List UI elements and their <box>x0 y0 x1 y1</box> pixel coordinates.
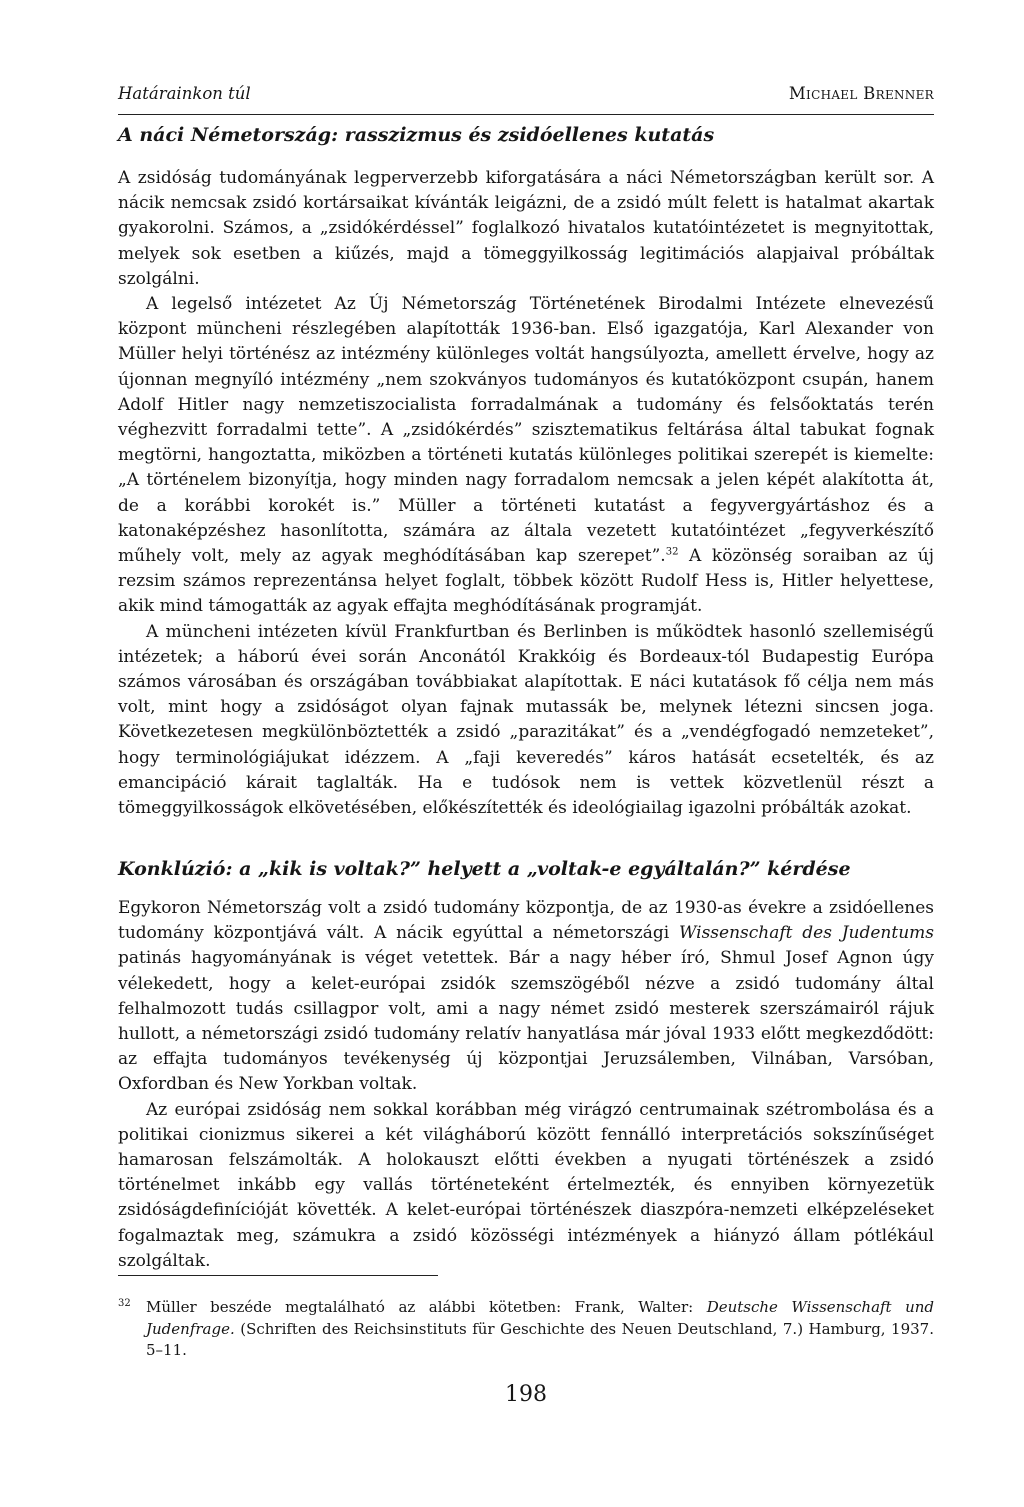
running-head-left: Határainkon túl <box>118 84 251 103</box>
paragraph-text: A közönség soraiban az új rezsim számos reprezentánsa helyet foglalt, többek között Rudolf Hess is, Hitler helyettese, akik mind támogatták az agyak effajta meghódításának programját. <box>118 546 935 617</box>
footnote-text: Müller beszéde megtalálható az alábbi kötetben: Frank, Walter: <box>146 1298 707 1316</box>
footnote-title: Deutsche Wissenschaft und Judenfrage. <box>146 1298 935 1338</box>
italic-term: Wissenschaft des Judentums <box>678 923 934 944</box>
paragraph <box>118 292 934 620</box>
footnote: 32 Müller beszéde megtalálható az alábbi kötetben: Frank, Walter: Deutsche Wissenschaft und Judenfrage. (Schriften des Reichsinstituts für Geschichte des Neuen Deutschland, 7.) Hamburg, 1937. 5–11. <box>118 1298 935 1359</box>
section2-body <box>118 896 934 1274</box>
paragraph-text: patinás hagyományának is véget vetettek. Bár a nagy héber író, Shmul Josef Agnon úgy vélekedett, hogy a kelet-európai zsidók szemszögéből nézve a zsidó tudomány által felhalmozott tudás csillagpor volt, ami a nagy német zsidó mesterek szerszámairól rájuk hullott, a németországi zsidó tudomány relatív hanyatlása már jóval 1933 előtt megkezdődött: az effajta tudományos tevékenység új központjai Jeruzsálemben, Vilnában, Varsóban, Oxfordban és New Yorkban voltak. <box>118 948 934 1095</box>
paragraph: Az európai zsidóság nem sokkal korábban még virágzó centrumainak szétrombolása és a politikai cionizmus sikerei a két világháború között fennálló interpretációs sokszínűséget hamarosan felszámolták. A holokauszt előtti években a nyugati történészek a zsidó történelmet inkább egy vallás történeteként értelmezték, és ennyiben környezetük zsidóságdefinícióját követték. A kelet-európai történészek diaszpóra-nemzeti elképzeléseket fogalmaztak meg, számukra a zsidó közösségi intézmények a hiányzó állam pótlékául szolgáltak. <box>118 1099 934 1271</box>
footnote-reference[interactable]: 32 <box>665 546 679 558</box>
paragraph <box>118 896 934 1098</box>
footnote-divider <box>118 1275 438 1276</box>
section1-body <box>118 166 934 821</box>
paragraph-text: A legelső intézetet Az Új Németország Történetének Birodalmi Intézete elnevezésű központ müncheni részlegében alapították 1936-ban. Első igazgatója, Karl Alexander von Müller helyi történész az intézmény különleges voltát hangsúlyozta, amellett érvelve, hogy az újonnan megnyíló intézmény „nem szokványos tudományos és kutatóközpont csupán, hanem Adolf Hitler nagy nemzetiszocialista forradalmának a tudomány és felsőoktatás terén véghezvitt forradalmi tette”. A „zsidókérdés” szisztematikus feltárása által tabukat fognak megtörni, hangoztatta, miközben a történeti kutatás különleges politikai szerepét is kiemelte: „A történelem bizonyítja, hogy minden nagy forradalom nemcsak a jelen képét alakította át, de a korábbi korokét is.” Müller a történeti kutatást a fegyvergyártáshoz és a katonaképzéshez hasonlította, számára az általa vezetett kutatóintézet „fegyverkészítő műhely volt, mely az agyak meghódításában kap szerepet”. <box>118 294 934 567</box>
running-head <box>118 80 934 115</box>
running-head-right: Michael Brenner <box>788 84 934 103</box>
paragraph: A zsidóság tudományának legperverzebb kiforgatására a náci Németországban került sor. A nácik nemcsak zsidó kortársaikat kívánták leigázni, de a zsidó múlt felett is hatalmat akartak gyakorolni. Számos, a „zsidókérdéssel” foglalkozó hivatalos kutatóintézetet is megnyitottak, melyek sok esetben a kiűzés, majd a tömeggyilkosság legitimációs alapjaival próbáltak szolgálni. <box>118 168 934 289</box>
paragraph: A müncheni intézeten kívül Frankfurtban és Berlinben is működtek hasonló szellemiségű intézetek; a háború évei során Anconától Krakkóig és Bordeaux-tól Budapestig Európa számos városában és országában továbbiakat alapítottak. E náci kutatások fő célja nem más volt, mint hogy a zsidóságot olyan fajnak mutassák be, melynek létezni sincsen joga. Következetesen megkülönböztették a zsidó „parazitákat” és a „vendégfogadó nemzeteket”, hogy terminológiájukat idézzem. A „faji keveredés” káros hatását ecsetelték, és az emancipáció kárait taglalták. Ha e tudósok nem is vettek közvetlenül részt a tömeggyilkosságok elkövetésében, előkészítették és ideológiailag igazolni próbálták azokat. <box>118 621 934 819</box>
paragraph-text: Egykoron Németország volt a zsidó tudomány központja, de az 1930-as évekre a zsidóellenes tudomány központjává vált. A nácik egyúttal a németországi <box>118 898 934 944</box>
section-title-nazi-germany: A náci Németország: rasszizmus és zsidóellenes kutatás <box>118 124 715 146</box>
section-title-conclusion: Konklúzió: a „kik is voltak?” helyett a „voltak-e egyáltalán?” kérdése <box>118 858 851 880</box>
book-page <box>118 0 934 1507</box>
footnote-text: (Schriften des Reichsinstituts für Geschichte des Neuen Deutschland, 7.) Hamburg, 1937. 5–11. <box>146 1319 934 1359</box>
page-number: 198 <box>505 1382 547 1407</box>
